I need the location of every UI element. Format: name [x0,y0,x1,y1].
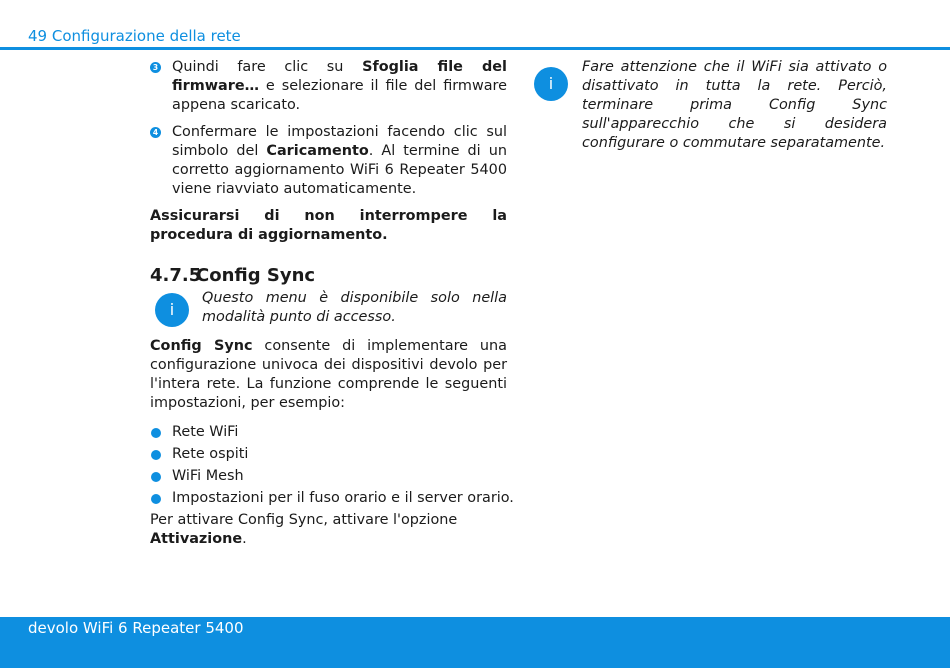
intro-text: consente di implementare una configurazione univoca dei dispositivi devolo per l'intera rete. La funzione comprende le seguenti impostazioni, per esempio: [150,338,507,411]
section-number: 4.7.5 [150,265,202,286]
page-header-title: 49 Configurazione della rete [28,27,241,45]
bullet-dot-icon [151,472,161,482]
right-column [548,58,887,153]
list-item-text: Rete WiFi [172,424,239,440]
list-item [150,445,507,464]
bullet-dot-icon [151,450,161,460]
step-number-badge: 4 [150,127,161,138]
list-item [150,489,514,508]
info-note-right-text: Fare attenzione che il WiFi sia attivato o disattivato in tutta la rete. Perciò, terminare prima Config Sync sull'apparecchio che si desidera configurare o commutare separatamente. [582,59,887,151]
left-column [150,58,514,549]
section-title: Config Sync [196,265,316,286]
config-sync-intro [150,337,507,413]
list-item-text: Rete ospiti [172,446,249,462]
step-item [150,123,507,199]
step-text: . Al termine di un corretto aggiornamento WiFi 6 Repeater 5400 viene riavviato automaticamente. [172,143,507,197]
footer-product-name: devolo WiFi 6 Repeater 5400 [28,619,244,637]
bullet-dot-icon [151,494,161,504]
settings-list [150,423,514,508]
list-item [150,467,507,486]
info-note-text: Questo menu è disponibile solo nella modalità punto di accesso. [202,290,507,325]
firmware-browse-label: Sfoglia file del firmware… [172,59,507,94]
step-text: e selezionare il file del firmware appena scaricato. [172,78,507,113]
step-item [150,58,507,115]
info-icon: i [534,67,568,101]
list-item [150,423,507,442]
list-item-text: Impostazioni per il fuso orario e il server orario. [172,490,514,506]
info-note-right [548,58,887,153]
activation-instruction [150,511,507,549]
page-header [0,0,950,50]
activation-text-end: . [242,531,247,547]
section-heading [150,265,507,287]
step-text: Quindi fare clic su [172,59,363,75]
step-text: Confermare le impostazioni facendo clic sul simbolo del [172,124,507,159]
step-number-badge: 3 [150,62,161,73]
list-item-text: WiFi Mesh [172,468,244,484]
config-sync-term: Config Sync [150,338,253,354]
bullet-dot-icon [151,428,161,438]
info-icon: i [155,293,189,327]
activation-text: Per attivare Config Sync, attivare l'opzione [150,512,458,528]
page-footer [0,617,950,668]
activation-option-label: Attivazione [150,531,243,547]
upload-symbol-label: Caricamento [266,143,369,159]
update-warning: Assicurarsi di non interrompere la procedura di aggiornamento. [150,208,507,243]
info-note [150,289,507,327]
